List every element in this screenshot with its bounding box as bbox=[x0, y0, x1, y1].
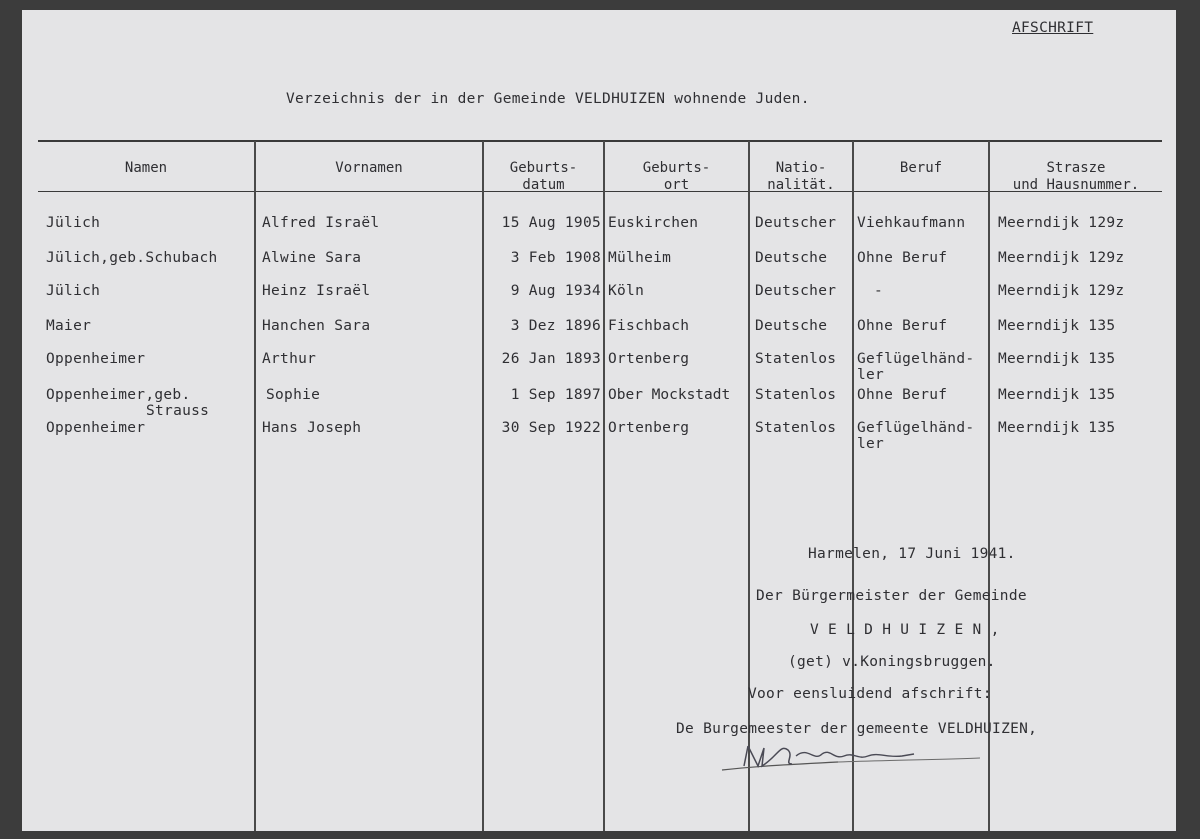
column-header-strasse: Strasze und Hausnummer. bbox=[1012, 160, 1140, 193]
cell-beruf-continued: ler bbox=[857, 436, 885, 452]
cell-name: Oppenheimer bbox=[46, 351, 146, 367]
cell-datum: 26 Jan 1893 bbox=[501, 351, 601, 367]
cell-vorname: Sophie bbox=[266, 387, 321, 403]
cell-strasse: Meerndijk 129z bbox=[998, 250, 1125, 266]
cell-ort: Mülheim bbox=[608, 250, 672, 266]
cell-strasse: Meerndijk 135 bbox=[998, 420, 1116, 436]
cell-datum: 3 Dez 1896 bbox=[510, 318, 601, 334]
cell-beruf: Geflügelhänd- bbox=[857, 420, 975, 436]
cell-ort: Ober Mockstadt bbox=[608, 387, 731, 403]
column-header-vornamen: Vornamen bbox=[335, 160, 403, 176]
cell-name: Jülich bbox=[46, 283, 101, 299]
cell-beruf: Ohne Beruf bbox=[857, 387, 948, 403]
cell-name: Oppenheimer bbox=[46, 420, 146, 436]
mayor-title: Der Bürgermeister der Gemeinde bbox=[756, 588, 1027, 604]
column-divider bbox=[254, 141, 256, 831]
column-divider bbox=[603, 141, 605, 831]
cell-beruf: Geflügelhänd- bbox=[857, 351, 975, 367]
cell-beruf: - bbox=[874, 283, 884, 299]
cell-beruf-continued: ler bbox=[857, 367, 885, 383]
cell-ort: Fischbach bbox=[608, 318, 690, 334]
table-top-rule bbox=[38, 140, 1162, 142]
afschrift-stamp: AFSCHRIFT bbox=[1012, 20, 1094, 36]
cell-datum: 15 Aug 1905 bbox=[501, 215, 601, 231]
cell-nationalitaet: Statenlos bbox=[755, 420, 837, 436]
cell-name: Oppenheimer,geb. bbox=[46, 387, 191, 403]
cell-beruf: Ohne Beruf bbox=[857, 318, 948, 334]
cell-nationalitaet: Statenlos bbox=[755, 387, 837, 403]
cell-vorname: Heinz Israël bbox=[262, 283, 371, 299]
cell-nationalitaet: Deutscher bbox=[755, 215, 837, 231]
cell-nationalitaet: Statenlos bbox=[755, 351, 837, 367]
cell-vorname: Hans Joseph bbox=[262, 420, 362, 436]
column-header-namen: Namen bbox=[124, 160, 168, 176]
municipality-name: V E L D H U I Z E N , bbox=[810, 622, 1000, 638]
document-title: Verzeichnis der in der Gemeinde VELDHUIZEN wohnende Juden. bbox=[286, 91, 810, 107]
cell-nationalitaet: Deutscher bbox=[755, 283, 837, 299]
cell-vorname: Hanchen Sara bbox=[262, 318, 371, 334]
column-header-geburtsort: Geburts- ort bbox=[642, 160, 711, 193]
signed-line: (get) v.Koningsbruggen. bbox=[788, 654, 996, 670]
document-sheet bbox=[22, 10, 1176, 831]
cell-strasse: Meerndijk 129z bbox=[998, 215, 1125, 231]
cell-datum: 1 Sep 1897 bbox=[510, 387, 601, 403]
cell-strasse: Meerndijk 135 bbox=[998, 351, 1116, 367]
cell-vorname: Alwine Sara bbox=[262, 250, 362, 266]
cell-datum: 3 Feb 1908 bbox=[510, 250, 601, 266]
cell-vorname: Arthur bbox=[262, 351, 317, 367]
cell-ort: Köln bbox=[608, 283, 645, 299]
cell-datum: 9 Aug 1934 bbox=[510, 283, 601, 299]
cell-beruf: Viehkaufmann bbox=[857, 215, 966, 231]
cell-beruf: Ohne Beruf bbox=[857, 250, 948, 266]
cell-vorname: Alfred Israël bbox=[262, 215, 380, 231]
cell-name-continued: Strauss bbox=[146, 403, 210, 419]
cell-strasse: Meerndijk 135 bbox=[998, 318, 1116, 334]
cell-name: Jülich,geb.Schubach bbox=[46, 250, 218, 266]
cell-ort: Euskirchen bbox=[608, 215, 699, 231]
cell-strasse: Meerndijk 129z bbox=[998, 283, 1125, 299]
column-header-beruf: Beruf bbox=[899, 160, 943, 176]
column-header-nationalitaet: Natio- nalität. bbox=[767, 160, 835, 193]
column-header-geburtsdatum: Geburts- datum bbox=[509, 160, 578, 193]
place-date: Harmelen, 17 Juni 1941. bbox=[808, 546, 1016, 562]
column-divider bbox=[482, 141, 484, 831]
mayor-title-dutch: De Burgemeester der gemeente VELDHUIZEN, bbox=[676, 721, 1038, 737]
cell-nationalitaet: Deutsche bbox=[755, 318, 828, 334]
certification-line: Voor eensluidend afschrift: bbox=[748, 686, 992, 702]
cell-ort: Ortenberg bbox=[608, 420, 690, 436]
cell-strasse: Meerndijk 135 bbox=[998, 387, 1116, 403]
cell-ort: Ortenberg bbox=[608, 351, 690, 367]
handwritten-signature bbox=[718, 736, 998, 776]
cell-datum: 30 Sep 1922 bbox=[501, 420, 601, 436]
cell-nationalitaet: Deutsche bbox=[755, 250, 828, 266]
cell-name: Jülich bbox=[46, 215, 101, 231]
cell-name: Maier bbox=[46, 318, 92, 334]
